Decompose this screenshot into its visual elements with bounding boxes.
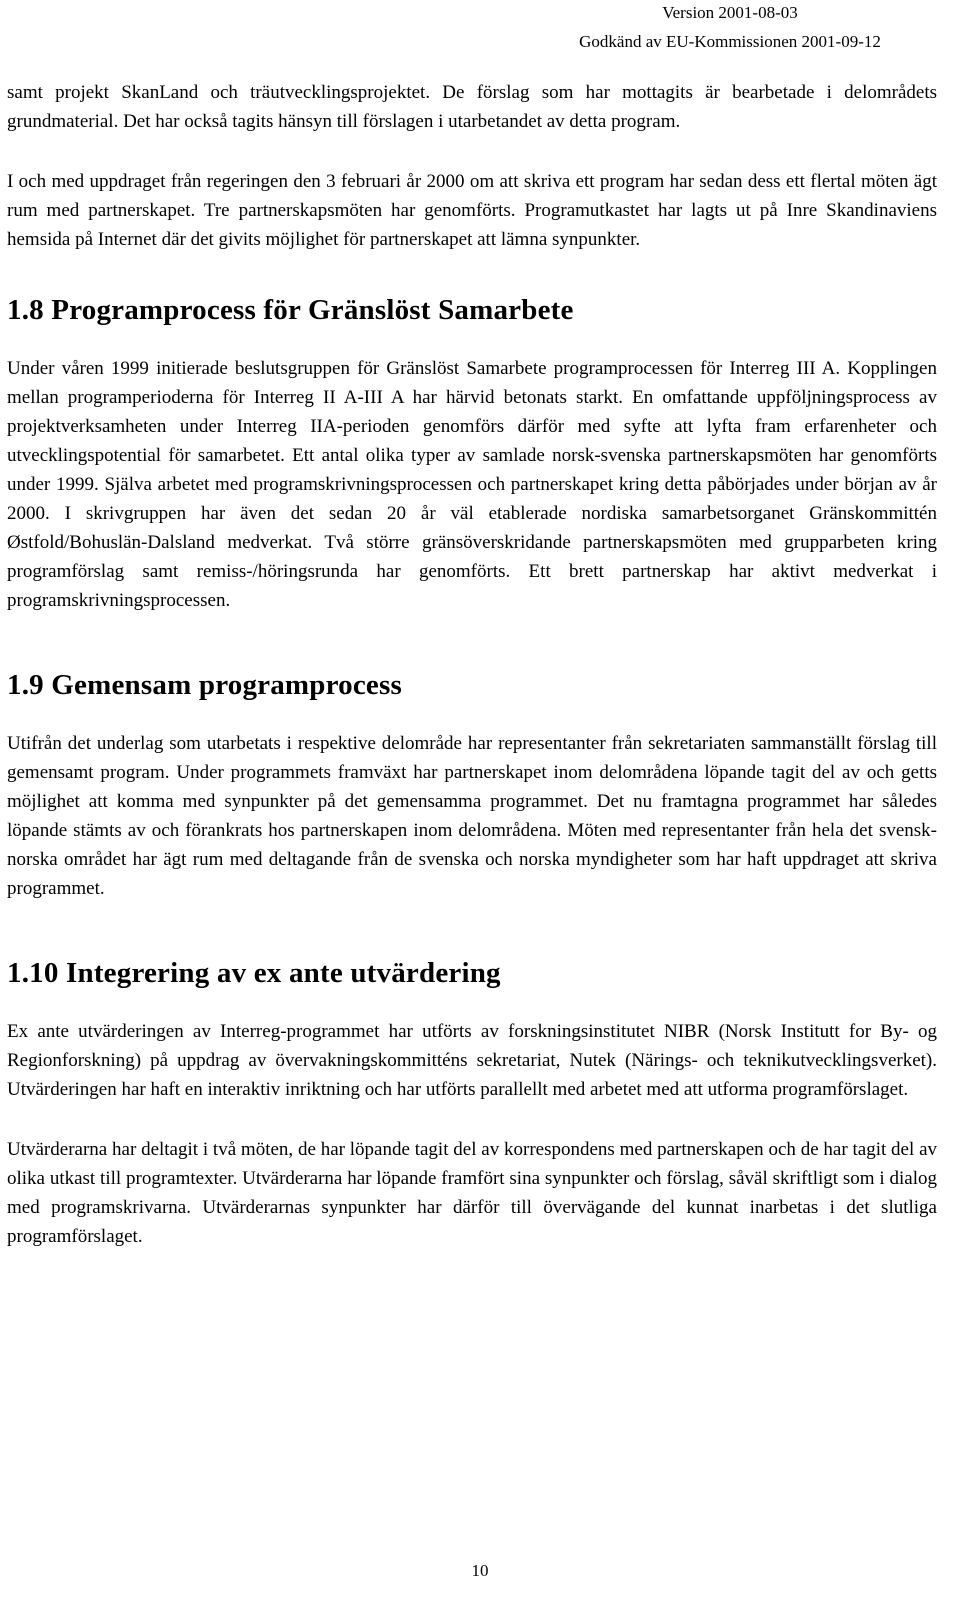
- section-heading-1-9: 1.9 Gemensam programprocess: [7, 669, 402, 701]
- paragraph-regeringen: I och med uppdraget från regeringen den 3 februari år 2000 om att skriva ett program har sedan dess ett flertal möten ägt rum med partnerskapet. Tre partnerskapsmöten har genomförts. Programutkastet har lagts ut på Inre Skandinaviens hemsida på Internet där det givits möjlighet för partnerskapet att lämna synpunkter.: [7, 171, 937, 250]
- section-text-1-10-b: Utvärderarna har deltagit i två möten, de har löpande tagit del av korrespondens med partnerskapen och de har tagit del av olika utkast till programtexter. Utvärderarna har löpande framfört sina synpunkter och förslag, såväl skriftligt som i dialog med programskrivarna. Utvärderarnas synpunkter har därför till övervägande del kunnat inarbetas i det slutliga programförslaget.: [7, 1139, 937, 1247]
- document-body: [7, 78, 937, 1251]
- page-number: 10: [471, 1561, 489, 1580]
- page-header: [500, 0, 960, 56]
- approval-label: Godkänd av EU-Kommissionen 2001-09-12: [579, 32, 881, 51]
- paragraph-intro-continued: samt projekt SkanLand och träutvecklingsprojektet. De förslag som har mottagits är bearbetade i delområdets grundmaterial. Det har också tagits hänsyn till förslagen i utarbetandet av detta program.: [7, 82, 937, 132]
- section-text-1-8: Under våren 1999 initierade beslutsgruppen för Gränslöst Samarbete programprocessen för Interreg III A. Kopplingen mellan programperioderna för Interreg II A-III A har härvid betonats starkt. En omfattande uppföljningsprocess av projektverksamheten under Interreg IIA-perioden genomförs därför med syfte att lyfta fram erfarenheter och utvecklingspotential för samarbetet. Ett antal olika typer av samlade norsk-svenska partnerskapsmöten har genomförts under 1999. Själva arbetet med programskrivningsprocessen och partnerskapet kring detta påbörjades under början av år 2000. I skrivgruppen har även det sedan 20 år väl etablerade nordiska samarbetsorganet Gränskommittén Østfold/Bohuslän-Dalsland medverkat. Två större gränsöverskridande partnerskapsmöten med grupparbeten kring programförslag samt remiss-/höringsrunda har genomförts. Ett brett partnerskap har aktivt medverkat i programskrivningsprocessen.: [7, 358, 937, 611]
- section-text-1-10-a: Ex ante utvärderingen av Interreg-programmet har utförts av forskningsinstitutet NIBR (Norsk Institutt for By- og Regionforskning) på uppdrag av övervakningskommitténs sekretariat, Nutek (Närings- och teknikutvecklingsverket). Utvärderingen har haft en interaktiv inriktning och har utförts parallellt med arbetet med att utforma programförslaget.: [7, 1021, 937, 1100]
- section-text-1-9: Utifrån det underlag som utarbetats i respektive delområde har representanter från sekretariaten sammanställt förslag till gemensamt program. Under programmets framväxt har partnerskapet inom delområdena löpande tagit del av och getts möjlighet att komma med synpunkter på det gemensamma programmet. Det nu framtagna programmet har således löpande stämts av och förankrats hos partnerskapen inom delområdena. Möten med representanter från hela det svensk-norska området har ägt rum med deltagande från de svenska och norska myndigheter som har haft uppdraget att skriva programmet.: [7, 733, 937, 899]
- section-heading-1-10: 1.10 Integrering av ex ante utvärdering: [7, 957, 501, 989]
- version-label: Version 2001-08-03: [662, 3, 798, 22]
- section-heading-1-8: 1.8 Programprocess för Gränslöst Samarbete: [7, 294, 574, 326]
